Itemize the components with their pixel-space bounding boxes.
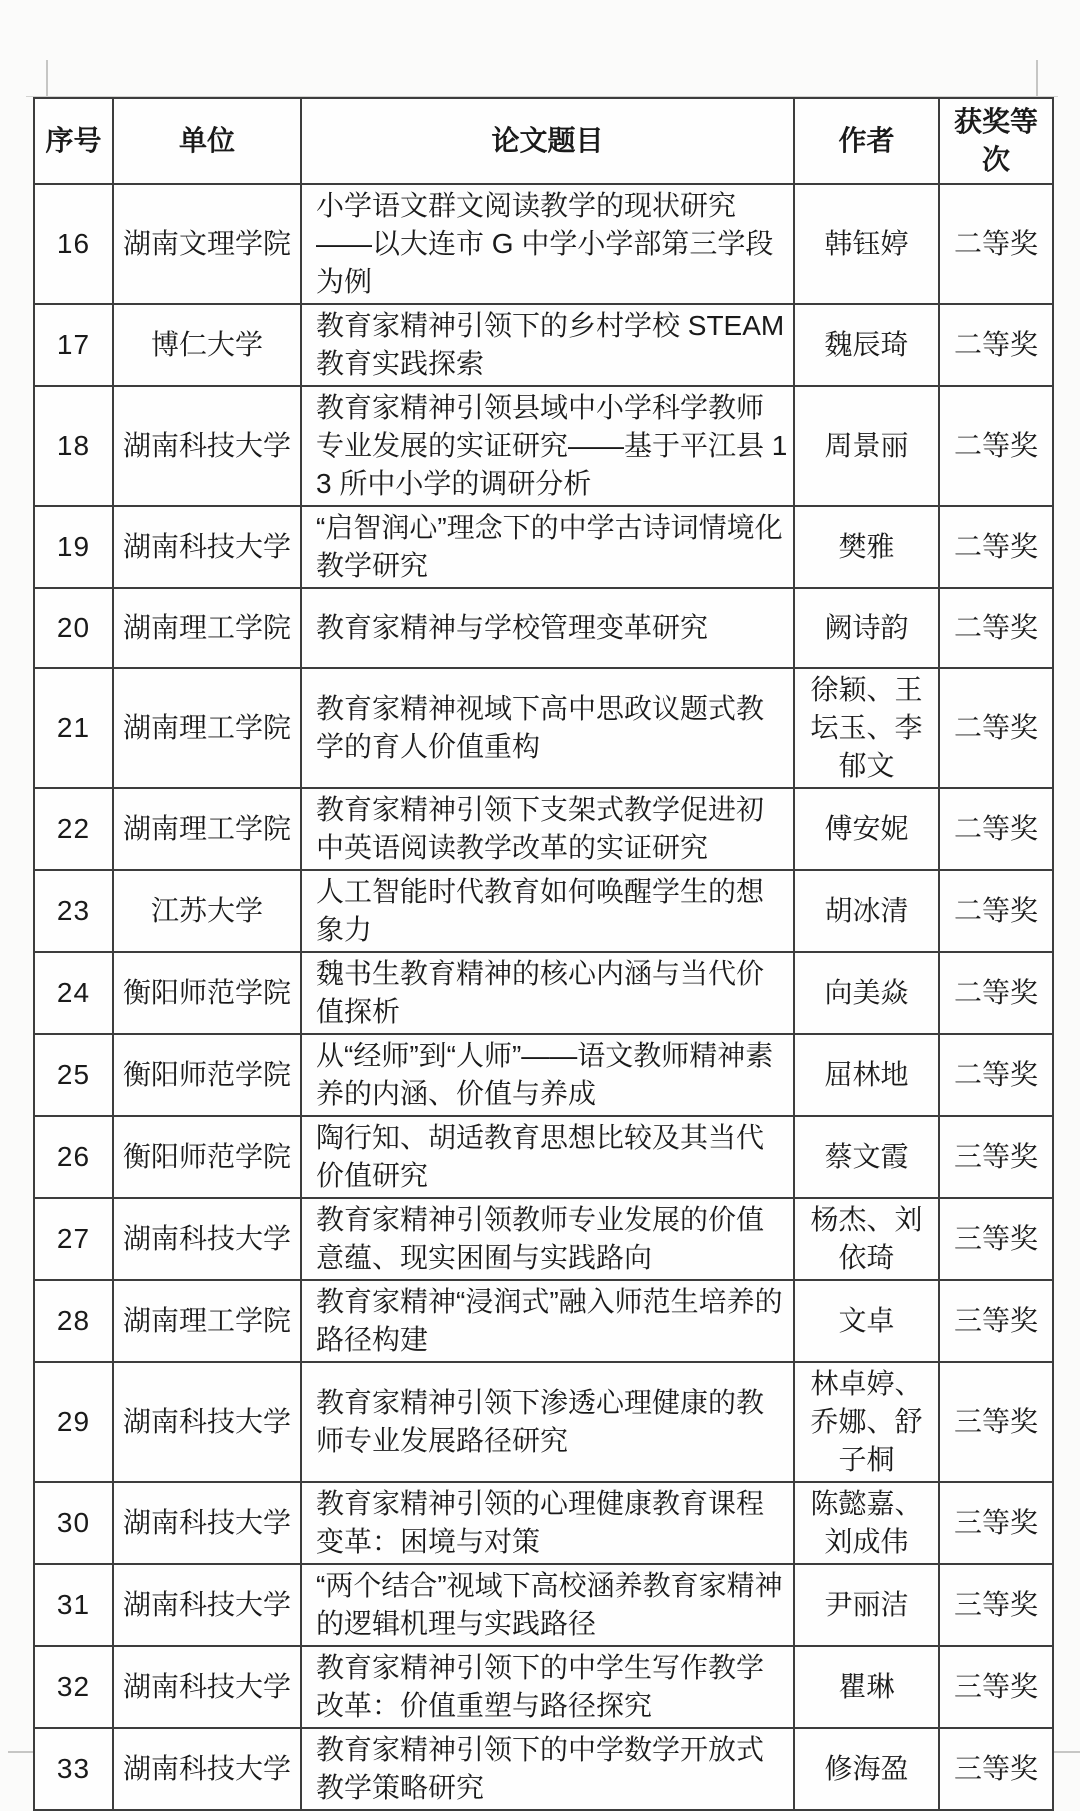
crop-mark-top-right — [1036, 60, 1038, 97]
row-paper-title: 教育家精神引领下的中学数学开放式教学策略研究 — [301, 1728, 794, 1810]
row-award-level: 二等奖 — [939, 1034, 1053, 1116]
row-authors: 傅安妮 — [794, 788, 939, 870]
row-number: 33 — [34, 1728, 113, 1810]
row-paper-title: 教育家精神与学校管理变革研究 — [301, 588, 794, 668]
row-number: 21 — [34, 668, 113, 788]
row-authors: 蔡文霞 — [794, 1116, 939, 1198]
crop-mark-top-left — [46, 60, 48, 97]
row-authors: 屈林地 — [794, 1034, 939, 1116]
row-number: 16 — [34, 184, 113, 304]
table-row — [34, 506, 1053, 588]
row-paper-title: 教育家精神引领下支架式教学促进初中英语阅读教学改革的实证研究 — [301, 788, 794, 870]
row-paper-title: 教育家精神“浸润式”融入师范生培养的路径构建 — [301, 1280, 794, 1362]
table-row — [34, 1280, 1053, 1362]
row-unit: 湖南科技大学 — [113, 386, 301, 506]
row-authors: 韩钰婷 — [794, 184, 939, 304]
table-row — [34, 304, 1053, 386]
table-row — [34, 668, 1053, 788]
header-no: 序号 — [34, 98, 113, 184]
table-row — [34, 952, 1053, 1034]
table-row — [34, 184, 1053, 304]
row-number: 19 — [34, 506, 113, 588]
row-unit: 衡阳师范学院 — [113, 952, 301, 1034]
row-unit: 湖南文理学院 — [113, 184, 301, 304]
row-paper-title: 教育家精神引领下渗透心理健康的教师专业发展路径研究 — [301, 1362, 794, 1482]
award-paper-table — [33, 97, 1054, 1811]
row-number: 22 — [34, 788, 113, 870]
row-award-level: 二等奖 — [939, 386, 1053, 506]
table-row — [34, 1116, 1053, 1198]
row-unit: 江苏大学 — [113, 870, 301, 952]
row-number: 28 — [34, 1280, 113, 1362]
table-body — [34, 184, 1053, 1810]
row-unit: 湖南科技大学 — [113, 1728, 301, 1810]
row-award-level: 三等奖 — [939, 1116, 1053, 1198]
row-award-level: 三等奖 — [939, 1198, 1053, 1280]
row-number: 20 — [34, 588, 113, 668]
row-award-level: 二等奖 — [939, 952, 1053, 1034]
row-award-level: 三等奖 — [939, 1646, 1053, 1728]
row-paper-title: “两个结合”视域下高校涵养教育家精神的逻辑机理与实践路径 — [301, 1564, 794, 1646]
row-authors: 周景丽 — [794, 386, 939, 506]
row-number: 31 — [34, 1564, 113, 1646]
row-authors: 尹丽洁 — [794, 1564, 939, 1646]
table-row — [34, 386, 1053, 506]
row-award-level: 二等奖 — [939, 668, 1053, 788]
row-authors: 徐颖、王坛玉、李郁文 — [794, 668, 939, 788]
row-paper-title: 教育家精神引领的心理健康教育课程变革：困境与对策 — [301, 1482, 794, 1564]
row-authors: 向美焱 — [794, 952, 939, 1034]
row-unit: 博仁大学 — [113, 304, 301, 386]
table-row — [34, 1362, 1053, 1482]
row-award-level: 二等奖 — [939, 788, 1053, 870]
header-award: 获奖等次 — [939, 98, 1053, 184]
table-row — [34, 1728, 1053, 1810]
table-header — [34, 98, 1053, 184]
row-number: 32 — [34, 1646, 113, 1728]
row-paper-title: 魏书生教育精神的核心内涵与当代价值探析 — [301, 952, 794, 1034]
row-paper-title: 从“经师”到“人师”——语文教师精神素养的内涵、价值与养成 — [301, 1034, 794, 1116]
row-number: 25 — [34, 1034, 113, 1116]
row-unit: 湖南科技大学 — [113, 1646, 301, 1728]
row-award-level: 二等奖 — [939, 184, 1053, 304]
row-unit: 湖南理工学院 — [113, 668, 301, 788]
row-authors: 陈懿嘉、刘成伟 — [794, 1482, 939, 1564]
row-number: 17 — [34, 304, 113, 386]
row-unit: 衡阳师范学院 — [113, 1116, 301, 1198]
row-award-level: 三等奖 — [939, 1728, 1053, 1810]
row-award-level: 二等奖 — [939, 870, 1053, 952]
table-row — [34, 1564, 1053, 1646]
row-unit: 湖南理工学院 — [113, 588, 301, 668]
row-unit: 湖南理工学院 — [113, 788, 301, 870]
row-paper-title: 小学语文群文阅读教学的现状研究——以大连市 G 中学小学部第三学段为例 — [301, 184, 794, 304]
row-number: 29 — [34, 1362, 113, 1482]
header-title: 论文题目 — [301, 98, 794, 184]
row-authors: 杨杰、刘依琦 — [794, 1198, 939, 1280]
row-number: 24 — [34, 952, 113, 1034]
table-row — [34, 870, 1053, 952]
row-unit: 湖南科技大学 — [113, 506, 301, 588]
row-unit: 湖南科技大学 — [113, 1564, 301, 1646]
table-row — [34, 788, 1053, 870]
table-row — [34, 588, 1053, 668]
table-row — [34, 1482, 1053, 1564]
row-paper-title: “启智润心”理念下的中学古诗词情境化教学研究 — [301, 506, 794, 588]
row-number: 30 — [34, 1482, 113, 1564]
row-number: 18 — [34, 386, 113, 506]
row-number: 26 — [34, 1116, 113, 1198]
row-number: 27 — [34, 1198, 113, 1280]
row-award-level: 二等奖 — [939, 588, 1053, 668]
row-award-level: 二等奖 — [939, 304, 1053, 386]
row-paper-title: 教育家精神引领教师专业发展的价值意蕴、现实困囿与实践路向 — [301, 1198, 794, 1280]
row-award-level: 三等奖 — [939, 1564, 1053, 1646]
row-unit: 衡阳师范学院 — [113, 1034, 301, 1116]
row-paper-title: 教育家精神引领下的乡村学校 STEAM 教育实践探索 — [301, 304, 794, 386]
row-authors: 文卓 — [794, 1280, 939, 1362]
header-row — [34, 98, 1053, 184]
row-paper-title: 教育家精神引领下的中学生写作教学改革：价值重塑与路径探究 — [301, 1646, 794, 1728]
row-award-level: 二等奖 — [939, 506, 1053, 588]
row-award-level: 三等奖 — [939, 1280, 1053, 1362]
table-row — [34, 1198, 1053, 1280]
row-authors: 樊雅 — [794, 506, 939, 588]
row-authors: 林卓婷、乔娜、舒子桐 — [794, 1362, 939, 1482]
row-authors: 修海盈 — [794, 1728, 939, 1810]
row-paper-title: 教育家精神视域下高中思政议题式教学的育人价值重构 — [301, 668, 794, 788]
row-unit: 湖南理工学院 — [113, 1280, 301, 1362]
header-authors: 作者 — [794, 98, 939, 184]
row-number: 23 — [34, 870, 113, 952]
row-award-level: 三等奖 — [939, 1362, 1053, 1482]
table-row — [34, 1034, 1053, 1116]
row-paper-title: 人工智能时代教育如何唤醒学生的想象力 — [301, 870, 794, 952]
row-authors: 瞿琳 — [794, 1646, 939, 1728]
header-unit: 单位 — [113, 98, 301, 184]
row-paper-title: 教育家精神引领县域中小学科学教师专业发展的实证研究——基于平江县 13 所中小学的调研分析 — [301, 386, 794, 506]
row-paper-title: 陶行知、胡适教育思想比较及其当代价值研究 — [301, 1116, 794, 1198]
row-unit: 湖南科技大学 — [113, 1198, 301, 1280]
row-unit: 湖南科技大学 — [113, 1482, 301, 1564]
row-authors: 魏辰琦 — [794, 304, 939, 386]
row-award-level: 三等奖 — [939, 1482, 1053, 1564]
table-row — [34, 1646, 1053, 1728]
row-authors: 阙诗韵 — [794, 588, 939, 668]
row-unit: 湖南科技大学 — [113, 1362, 301, 1482]
row-authors: 胡冰清 — [794, 870, 939, 952]
